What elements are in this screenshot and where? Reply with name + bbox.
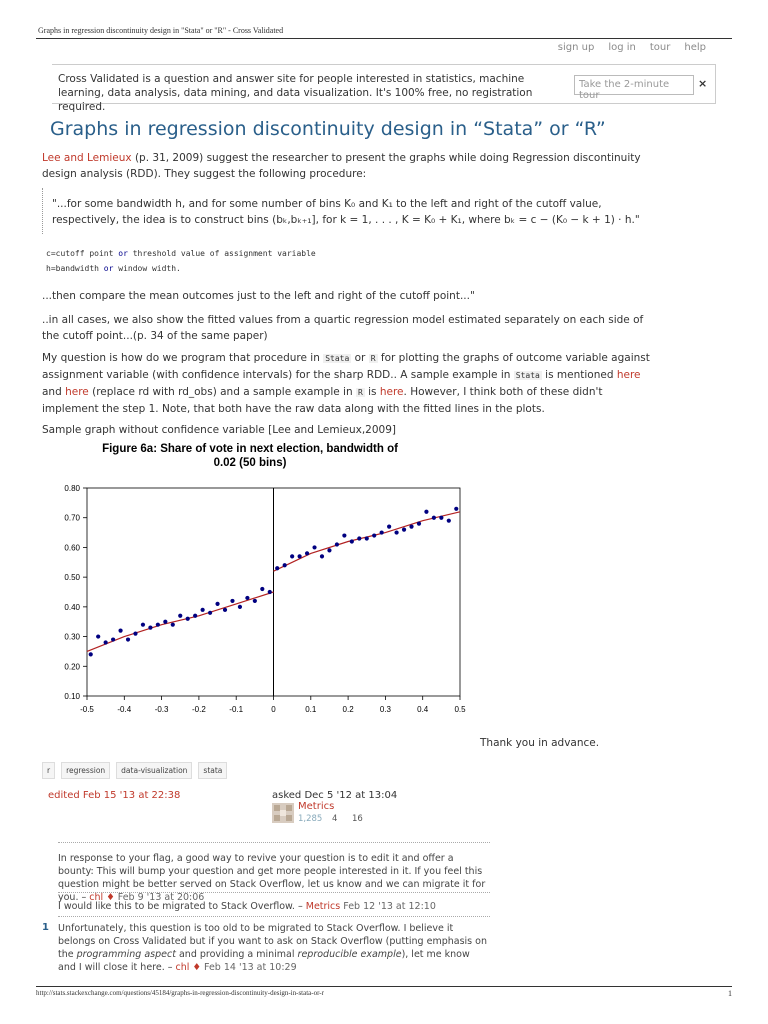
- tag-stata[interactable]: stata: [198, 762, 227, 779]
- comment-3-text-c: ), let me know and I will close it here. –: [58, 949, 470, 973]
- comment-3-user[interactable]: chl: [175, 962, 190, 973]
- avatar[interactable]: [272, 803, 294, 823]
- x-tick-label: 0.2: [342, 705, 354, 714]
- p4-b: or: [351, 352, 369, 364]
- data-point: [409, 525, 413, 529]
- x-tick-label: 0: [271, 705, 276, 714]
- data-point: [215, 602, 219, 606]
- code-line-2: [46, 264, 181, 273]
- help-link[interactable]: help: [684, 42, 706, 53]
- here-link-1[interactable]: here: [616, 369, 641, 381]
- y-tick-label: 0.40: [64, 602, 80, 612]
- p4-stata-code-2: Stata: [515, 371, 540, 380]
- code1-b: threshold value of assignment variable: [127, 249, 316, 258]
- data-point: [223, 608, 227, 612]
- x-tick-label: -0.4: [117, 705, 132, 714]
- p4-c: for plotting the graphs of outcome variable against assignment variable (with confidence intervals) for the sharp RDD.. A sample example in: [42, 352, 650, 381]
- p4-r-code: R: [370, 354, 376, 363]
- data-point: [260, 587, 264, 591]
- comment-3-text-a: Unfortunately, this question is too old to be migrated to Stack Overflow. I believe it belongs on Cross Validated but if you want to ask on Stack Overflow (putting emphasis on the: [58, 923, 487, 960]
- left-fit-line: [87, 592, 274, 651]
- question-paragraph-1: [42, 150, 652, 182]
- intro-text: Cross Validated is a question and answer site for people interested in statistics, machine learning, data analysis, data mining, and data visualization. It's 100% free, no registration required.: [58, 73, 533, 113]
- data-point: [380, 530, 384, 534]
- comment-2-user[interactable]: Metrics: [305, 901, 341, 912]
- p4-d: is mentioned: [541, 369, 617, 381]
- footer-url: http://stats.stackexchange.com/questions/45184/graphs-in-regression-discontinuity-design-in-stata-or-r: [36, 989, 324, 997]
- question-paragraph-3: ..in all cases, we also show the fitted values from a quartic regression model estimated separately on each side of the cutoff point...(p. 34 of the same paper): [42, 314, 644, 342]
- data-point: [178, 614, 182, 618]
- data-point: [253, 599, 257, 603]
- code2-kw: or: [103, 264, 114, 273]
- data-point: [193, 614, 197, 618]
- header-rule: [36, 38, 732, 39]
- data-point: [372, 533, 376, 537]
- y-tick-label: 0.20: [64, 662, 80, 672]
- top-nav: [558, 42, 706, 53]
- data-point: [275, 566, 279, 570]
- close-icon[interactable]: ×: [698, 77, 708, 90]
- quote-bar: [42, 188, 43, 234]
- data-point: [268, 590, 272, 594]
- data-point: [365, 536, 369, 540]
- tag-list: [42, 762, 227, 779]
- moderator-diamond-icon: ♦: [192, 962, 201, 973]
- p4-f: (replace rd with rd_obs) and a sample example in: [88, 386, 356, 398]
- data-point: [424, 510, 428, 514]
- code2-b: window width.: [113, 264, 181, 273]
- code-line-1: [46, 249, 316, 258]
- question-paragraph-2: ...then compare the mean outcomes just to the left and right of the cutoff point...": [42, 290, 475, 302]
- comment-divider: [58, 842, 490, 843]
- comment-3-text-b: and providing a minimal: [175, 949, 298, 960]
- quote-line-1: "...for some bandwidth h, and for some number of bins K₀ and K₁ to the left and right of the cutoff value,: [52, 198, 602, 210]
- here-link-3[interactable]: here: [379, 386, 404, 398]
- tag-r[interactable]: r: [42, 762, 55, 779]
- data-point: [89, 652, 93, 656]
- x-tick-label: 0.4: [417, 705, 429, 714]
- x-tick-label: 0.3: [379, 705, 391, 714]
- x-tick-label: -0.5: [80, 705, 94, 714]
- p4-g: is: [364, 386, 380, 398]
- asked-date: asked Dec 5 '12 at 13:04: [272, 790, 398, 801]
- data-point: [335, 542, 339, 546]
- data-point: [298, 554, 302, 558]
- p1-text: (p. 31, 2009) suggest the researcher to present the graphs while doing Regression discontinuity design analysis (RDD). They suggest the following procedure:: [42, 152, 641, 180]
- data-point: [111, 637, 115, 641]
- data-point: [283, 563, 287, 567]
- data-point: [133, 632, 137, 636]
- question-title[interactable]: Graphs in regression discontinuity design in “Stata” or “R”: [50, 118, 606, 140]
- data-point: [230, 599, 234, 603]
- edited-link[interactable]: edited Feb 15 '13 at 22:38: [48, 790, 181, 801]
- thanks-text: Thank you in advance.: [480, 737, 600, 749]
- data-point: [454, 507, 458, 511]
- y-tick-label: 0.50: [64, 573, 80, 583]
- user-reputation: 1,285: [298, 814, 323, 824]
- y-tick-label: 0.60: [64, 543, 80, 553]
- data-point: [163, 620, 167, 624]
- comment-divider: [58, 916, 490, 917]
- data-point: [208, 611, 212, 615]
- comment-3: [58, 922, 488, 974]
- comment-1: [58, 852, 488, 904]
- comment-2-date[interactable]: Feb 12 '13 at 12:10: [343, 901, 436, 912]
- data-point: [245, 596, 249, 600]
- user-name-link[interactable]: Metrics: [298, 801, 335, 812]
- comment-3-em-1: programming aspect: [76, 949, 176, 960]
- p4-stata-code: Stata: [325, 354, 350, 363]
- rdd-chart: [42, 438, 482, 723]
- data-point: [432, 516, 436, 520]
- data-point: [126, 637, 130, 641]
- tag-regression[interactable]: regression: [61, 762, 110, 779]
- quote-block: [52, 196, 672, 228]
- data-point: [238, 605, 242, 609]
- code2-a: h=bandwidth: [46, 264, 104, 273]
- data-point: [357, 536, 361, 540]
- data-point: [402, 528, 406, 532]
- data-point: [312, 545, 316, 549]
- login-link[interactable]: log in: [608, 42, 636, 53]
- y-tick-label: 0.10: [64, 692, 80, 701]
- y-tick-label: 0.70: [64, 513, 80, 523]
- p4-h: . However, I think both of these didn't implement the step 1. Note, that both have the raw data along with the fitted lines in the plots.: [42, 386, 603, 415]
- data-point: [290, 554, 294, 558]
- user-silver-badges: 4: [332, 814, 338, 824]
- data-point: [417, 522, 421, 526]
- lee-lemieux-link[interactable]: Lee and Lemieux: [42, 152, 132, 164]
- footer-rule: [36, 986, 732, 987]
- comment-3-em-2: reproducible example: [297, 949, 402, 960]
- x-tick-label: -0.2: [192, 705, 206, 714]
- data-point: [350, 539, 354, 543]
- p4-e: and: [42, 386, 66, 398]
- signup-link[interactable]: sign up: [557, 42, 595, 53]
- data-point: [201, 608, 205, 612]
- code1-kw: or: [118, 249, 128, 258]
- data-point: [104, 640, 108, 644]
- y-tick-label: 0.30: [64, 632, 80, 642]
- comment-divider: [58, 892, 490, 893]
- chart-title: Figure 6a: Share of vote in next election, bandwidth of 0.02 (50 bins): [102, 443, 398, 469]
- data-point: [148, 626, 152, 630]
- code1-a: c=cutoff point: [46, 249, 119, 258]
- question-paragraph-4: [42, 350, 652, 417]
- x-tick-label: -0.1: [229, 705, 244, 714]
- comment-1-user[interactable]: chl: [89, 892, 104, 903]
- comment-2: [58, 900, 488, 913]
- comment-3-score: 1: [42, 922, 49, 933]
- data-point: [305, 551, 309, 555]
- right-fit-line: [274, 512, 461, 571]
- data-point: [171, 623, 175, 627]
- data-point: [118, 629, 122, 633]
- data-point: [439, 516, 443, 520]
- data-point: [447, 519, 451, 523]
- p4-a: My question is how do we program that procedure in: [42, 352, 324, 364]
- tour-button[interactable]: Take the 2-minute tour: [574, 75, 694, 95]
- x-tick-label: 0.5: [454, 705, 466, 714]
- here-link-2[interactable]: here: [65, 386, 89, 398]
- page-number: 1: [728, 989, 732, 998]
- data-point: [342, 533, 346, 537]
- data-point: [394, 530, 398, 534]
- data-point: [387, 525, 391, 529]
- x-tick-label: 0.1: [305, 705, 317, 714]
- comment-1-date[interactable]: Feb 9 '13 at 20:06: [117, 892, 205, 903]
- print-header: Graphs in regression discontinuity design in "Stata" or "R" - Cross Validated: [38, 26, 284, 35]
- user-bronze-badges: 16: [352, 814, 363, 824]
- data-point: [96, 634, 100, 638]
- y-tick-label: 0.80: [64, 484, 80, 493]
- data-point: [320, 554, 324, 558]
- tag-data-visualization[interactable]: data-visualization: [116, 762, 192, 779]
- data-point: [156, 623, 160, 627]
- tour-link[interactable]: tour: [649, 42, 671, 53]
- data-point: [186, 617, 190, 621]
- moderator-diamond-icon: ♦: [106, 892, 115, 903]
- comment-3-date[interactable]: Feb 14 '13 at 10:29: [204, 962, 297, 973]
- p4-r-code-2: R: [357, 388, 363, 397]
- intro-banner: [52, 64, 716, 113]
- x-tick-label: -0.3: [154, 705, 169, 714]
- data-point: [141, 623, 145, 627]
- quote-line-2: respectively, the idea is to construct bins (bₖ,bₖ₊₁], for k = 1, . . . , K = K₀ + K₁, where bₖ = c − (K₀ − k + 1) · h.": [52, 214, 640, 226]
- comment-1-text: In response to your flag, a good way to revive your question is to edit it and offer a bounty: This will bump your question and get more people interested in it. If you feel this question might be better served on Stack Overflow, let us know and we can migrate it for you. –: [58, 853, 486, 903]
- comment-2-text: I would like this to be migrated to Stack Overflow. –: [58, 901, 303, 912]
- data-point: [327, 548, 331, 552]
- question-paragraph-5: Sample graph without confidence variable [Lee and Lemieux,2009]: [42, 424, 396, 436]
